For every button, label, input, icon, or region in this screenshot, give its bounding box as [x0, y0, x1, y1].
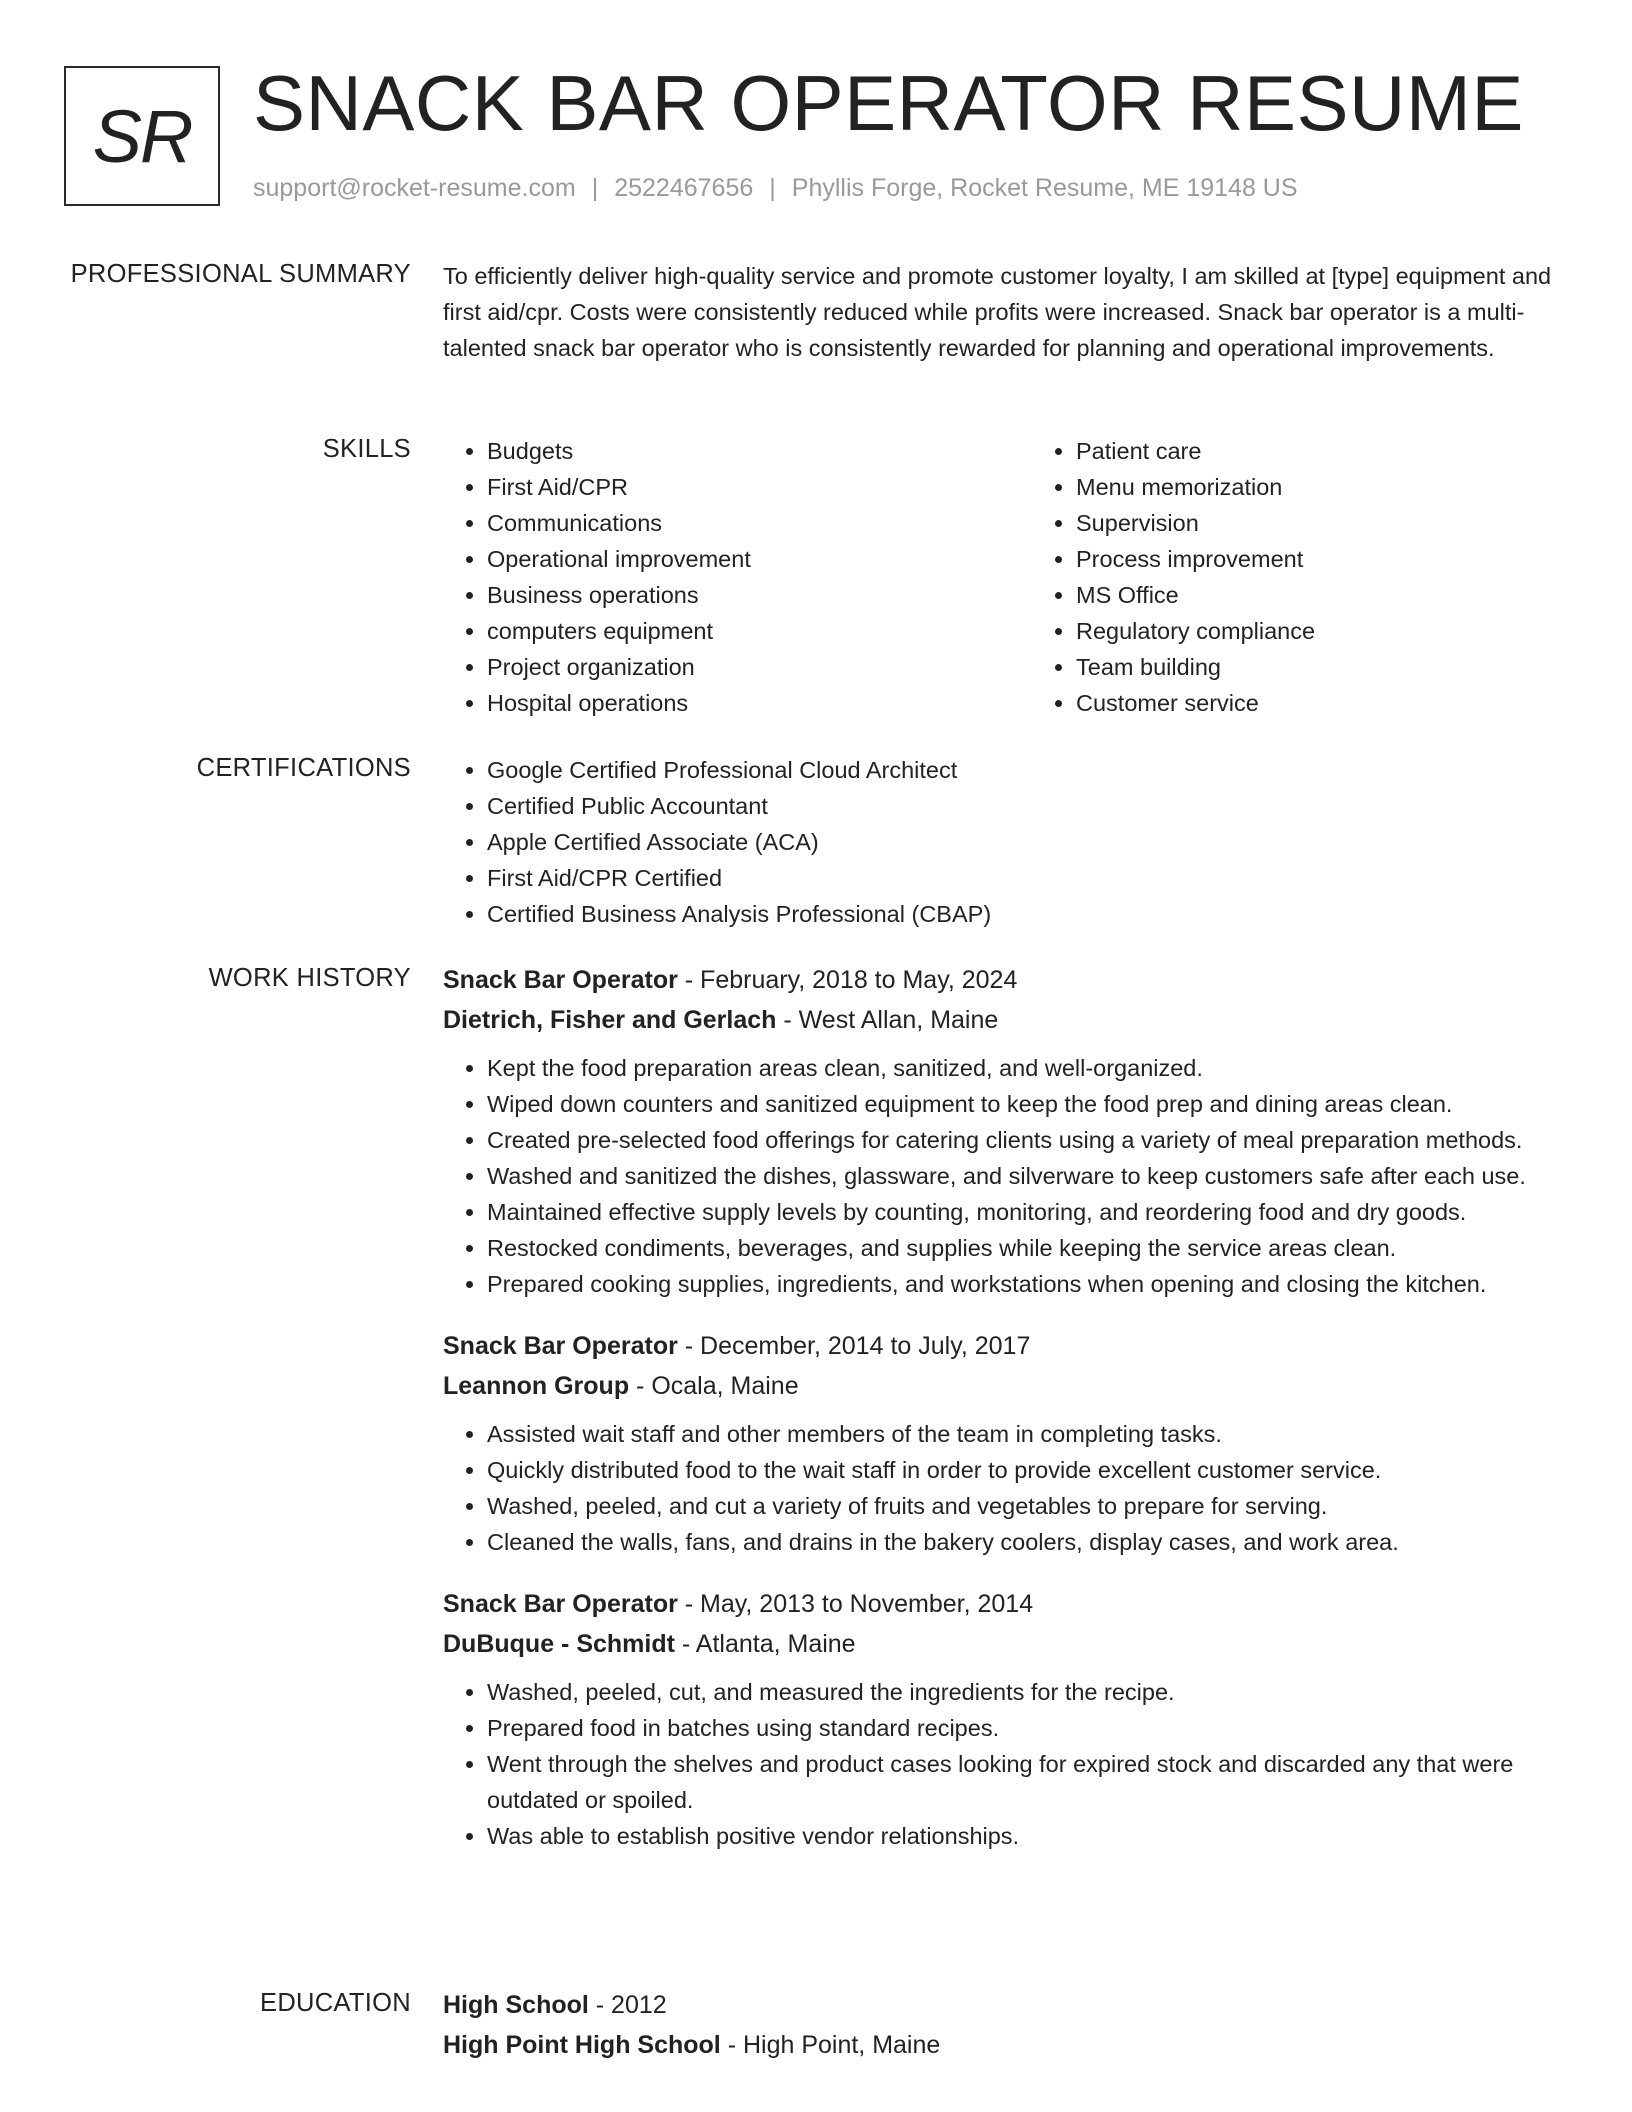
- job-company-line: [443, 1624, 1563, 1664]
- education-school: High Point High School: [443, 2031, 721, 2059]
- job-bullet: • Washed, peeled, cut, and measured the ingredients for the recipe.: [487, 1674, 1563, 1710]
- certification-item: • Google Certified Professional Cloud Architect: [487, 752, 1563, 788]
- job-title-line: [443, 1326, 1563, 1366]
- skill-item: • Operational improvement: [487, 541, 1032, 577]
- job-dates: - December, 2014 to July, 2017: [677, 1332, 1031, 1360]
- skill-item: • Process improvement: [1076, 541, 1621, 577]
- skill-item: • Regulatory compliance: [1076, 613, 1621, 649]
- job-location: - Atlanta, Maine: [674, 1630, 856, 1658]
- job-company: DuBuque - Schmidt: [443, 1630, 675, 1658]
- job-bullets: [443, 1416, 1563, 1560]
- job-bullet: • Washed and sanitized the dishes, glassware, and silverware to keep customers safe after each use.: [487, 1158, 1563, 1194]
- job-bullet: • Created pre-selected food offerings for catering clients using a variety of meal preparation methods.: [487, 1122, 1563, 1158]
- job-title-line: [443, 960, 1563, 1000]
- job-bullet: • Prepared food in batches using standard recipes.: [487, 1710, 1563, 1746]
- job-bullet: • Was able to establish positive vendor relationships.: [487, 1818, 1563, 1854]
- work-history-label: WORK HISTORY: [208, 964, 411, 992]
- certifications-label: CERTIFICATIONS: [196, 754, 411, 782]
- skill-item: • Team building: [1076, 649, 1621, 685]
- job-title: Snack Bar Operator: [443, 1332, 678, 1360]
- job-dates: - May, 2013 to November, 2014: [677, 1590, 1034, 1618]
- skill-item: • Supervision: [1076, 505, 1621, 541]
- monogram-logo: SR: [64, 66, 220, 206]
- job-bullet: • Restocked condiments, beverages, and supplies while keeping the service areas clean.: [487, 1230, 1563, 1266]
- job-company: Dietrich, Fisher and Gerlach: [443, 1006, 777, 1034]
- education-label: EDUCATION: [260, 1989, 411, 2017]
- skills-list-right: [1032, 433, 1621, 721]
- skills-label: SKILLS: [322, 435, 411, 463]
- contact-line: [253, 174, 1298, 203]
- education-school-line: [443, 2025, 1563, 2065]
- job-bullet: • Went through the shelves and product cases looking for expired stock and discarded any that were outdated or spoiled.: [487, 1746, 1563, 1818]
- certification-item: • First Aid/CPR Certified: [487, 860, 1563, 896]
- education-degree-line: [443, 1985, 1563, 2025]
- contact-email: support@rocket-resume.com: [253, 174, 576, 202]
- skills-list-left: [443, 433, 1032, 721]
- skill-item: • Business operations: [487, 577, 1032, 613]
- job-bullets: [443, 1674, 1563, 1854]
- skill-item: • Communications: [487, 505, 1032, 541]
- contact-phone: 2522467656: [614, 174, 754, 202]
- skill-item: • computers equipment: [487, 613, 1032, 649]
- job-entry: [443, 960, 1563, 1302]
- summary-label: PROFESSIONAL SUMMARY: [70, 260, 411, 288]
- certifications-list: [443, 752, 1563, 932]
- skill-item: • Project organization: [487, 649, 1032, 685]
- job-entry: [443, 1584, 1563, 1854]
- contact-separator: |: [591, 174, 599, 202]
- skill-item: • First Aid/CPR: [487, 469, 1032, 505]
- job-dates: - February, 2018 to May, 2024: [677, 966, 1018, 994]
- skill-item: • Hospital operations: [487, 685, 1032, 721]
- skill-item: • Menu memorization: [1076, 469, 1621, 505]
- job-location: - West Allan, Maine: [776, 1006, 999, 1034]
- page-title: SNACK BAR OPERATOR RESUME: [253, 59, 1524, 147]
- job-entry: [443, 1326, 1563, 1560]
- job-bullet: • Wiped down counters and sanitized equipment to keep the food prep and dining areas clean.: [487, 1086, 1563, 1122]
- job-company-line: [443, 1000, 1563, 1040]
- job-company: Leannon Group: [443, 1372, 630, 1400]
- skill-item: • Patient care: [1076, 433, 1621, 469]
- job-bullet: • Quickly distributed food to the wait staff in order to provide excellent customer service.: [487, 1452, 1563, 1488]
- skill-item: • Customer service: [1076, 685, 1621, 721]
- certification-item: • Certified Business Analysis Professional (CBAP): [487, 896, 1563, 932]
- job-bullets: [443, 1050, 1563, 1302]
- education-location: - High Point, Maine: [720, 2031, 941, 2059]
- contact-separator: |: [769, 174, 776, 202]
- job-bullet: • Assisted wait staff and other members of the team in completing tasks.: [487, 1416, 1563, 1452]
- education-year: - 2012: [588, 1991, 667, 2019]
- certification-item: • Certified Public Accountant: [487, 788, 1563, 824]
- job-bullet: • Cleaned the walls, fans, and drains in the bakery coolers, display cases, and work area.: [487, 1524, 1563, 1560]
- job-title-line: [443, 1584, 1563, 1624]
- certification-item: • Apple Certified Associate (ACA): [487, 824, 1563, 860]
- skill-item: • Budgets: [487, 433, 1032, 469]
- skill-item: • MS Office: [1076, 577, 1621, 613]
- job-bullet: • Washed, peeled, and cut a variety of fruits and vegetables to prepare for serving.: [487, 1488, 1563, 1524]
- summary-text: To efficiently deliver high-quality service and promote customer loyalty, I am skilled at [type] equipment and first aid/cpr. Costs were consistently reduced while profits were increased. Snack bar operator is a multi-talented snack bar operator who is consistently rewarded for planning and operational improvements.: [443, 263, 1552, 361]
- job-company-line: [443, 1366, 1563, 1406]
- job-title: Snack Bar Operator: [443, 1590, 678, 1618]
- contact-address: Phyllis Forge, Rocket Resume, ME 19148 US: [791, 174, 1298, 202]
- job-title: Snack Bar Operator: [443, 966, 678, 994]
- education-degree: High School: [443, 1991, 589, 2019]
- job-location: - Ocala, Maine: [629, 1372, 799, 1400]
- job-bullet: • Kept the food preparation areas clean, sanitized, and well-organized.: [487, 1050, 1563, 1086]
- job-bullet: • Maintained effective supply levels by counting, monitoring, and reordering food and dry goods.: [487, 1194, 1563, 1230]
- job-bullet: • Prepared cooking supplies, ingredients, and workstations when opening and closing the kitchen.: [487, 1266, 1563, 1302]
